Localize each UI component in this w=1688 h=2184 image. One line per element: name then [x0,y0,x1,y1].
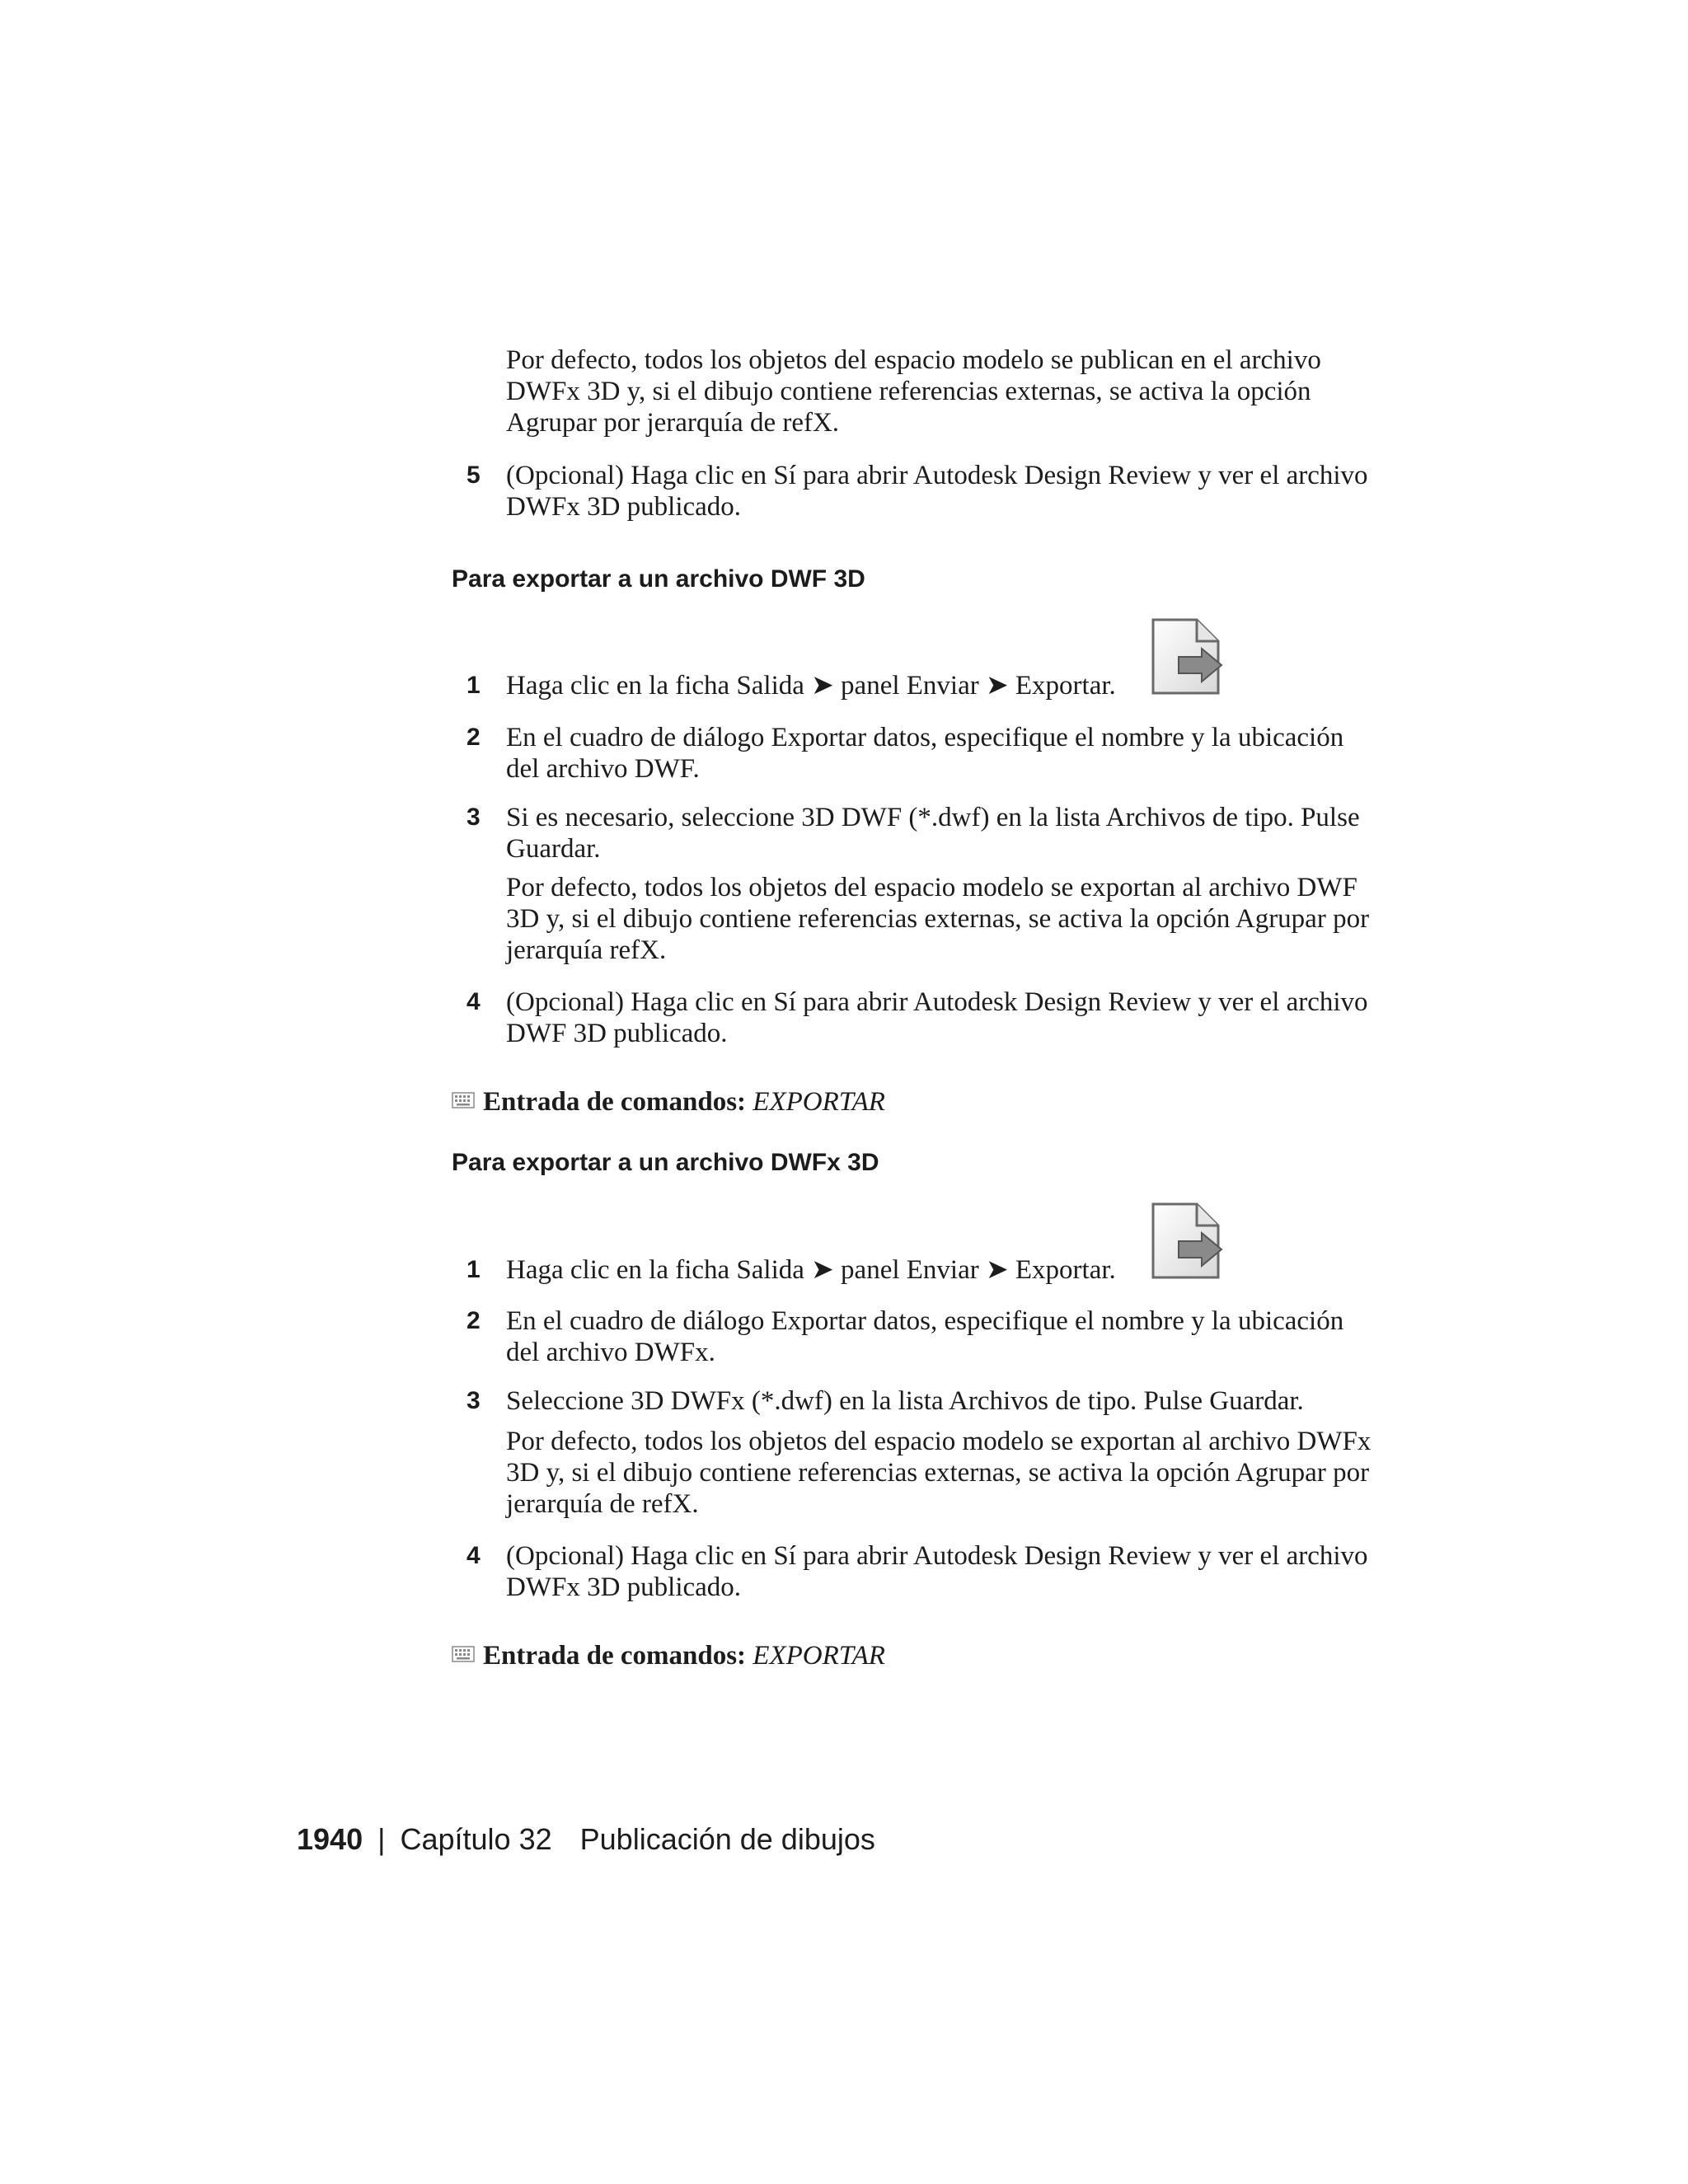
step-1-label: Haga clic en la ficha Salida ➤ panel Enviar ➤ Exportar. [506,671,1116,701]
step-number: 5 [467,462,481,489]
step-number: 2 [467,724,481,751]
command-entry-label: Entrada de comandos: [483,1641,747,1671]
section-heading-dwfx: Para exportar a un archivo DWFx 3D [452,1149,879,1176]
step-text [506,1254,1380,1286]
keyboard-icon [452,1638,475,1655]
command-name: EXPORTAR [753,1641,885,1671]
step-number: 1 [467,672,481,699]
page-number: 1940 [297,1822,363,1856]
page-footer [297,1821,875,1858]
export-file-icon [1151,617,1226,704]
footer-separator: | [377,1822,386,1856]
dwfx-step-3-note: Por defecto, todos los objetos del espacio modelo se exportan al archivo DWFx 3D y, si el dibujo contiene referencias externas, se activa la opción Agrupar por jerarquía de refX. [506,1427,1372,1519]
keyboard-icon [452,1085,475,1101]
step-text: Seleccione 3D DWFx (*.dwf) en la lista Archivos de tipo. Pulse Guardar. [506,1386,1304,1416]
command-name: EXPORTAR [753,1087,885,1117]
intro-paragraph: Por defecto, todos los objetos del espacio modelo se publican en el archivo DWFx 3D y, si el dibujo contiene referencias externas, se activa la opción Agrupar por jerarquía de refX. [506,345,1321,438]
dwf-command-entry [452,1085,885,1118]
step-number: 3 [467,804,481,831]
step-number: 4 [467,988,481,1015]
dwfx-command-entry [452,1638,885,1671]
step-text: (Opcional) Haga clic en Sí para abrir Autodesk Design Review y ver el archivo DWF 3D publicado. [506,987,1368,1048]
step-number: 2 [467,1307,481,1334]
step-text [506,670,1380,701]
step-text: En el cuadro de diálogo Exportar datos, especifique el nombre y la ubicación del archivo DWFx. [506,1306,1344,1367]
chapter-title: Publicación de dibujos [579,1822,875,1856]
command-entry-label: Entrada de comandos: [483,1087,747,1117]
dwf-step-3-note: Por defecto, todos los objetos del espacio modelo se exportan al archivo DWF 3D y, si el dibujo contiene referencias externas, se activa la opción Agrupar por jerarquía refX. [506,873,1370,965]
step-number: 4 [467,1542,481,1569]
export-file-icon [1151,1202,1226,1288]
step-number: 3 [467,1387,481,1414]
chapter-number: Capítulo 32 [400,1822,552,1856]
step-text: En el cuadro de diálogo Exportar datos, especifique el nombre y la ubicación del archivo DWF. [506,723,1344,784]
step-text: (Opcional) Haga clic en Sí para abrir Autodesk Design Review y ver el archivo DWFx 3D publicado. [506,461,1368,522]
section-heading-dwf: Para exportar a un archivo DWF 3D [452,565,865,593]
step-number: 1 [467,1256,481,1283]
step-text: (Opcional) Haga clic en Sí para abrir Autodesk Design Review y ver el archivo DWFx 3D publicado. [506,1541,1368,1602]
step-1-label: Haga clic en la ficha Salida ➤ panel Enviar ➤ Exportar. [506,1255,1116,1285]
step-text: Si es necesario, seleccione 3D DWF (*.dwf) en la lista Archivos de tipo. Pulse Guardar. [506,803,1360,864]
